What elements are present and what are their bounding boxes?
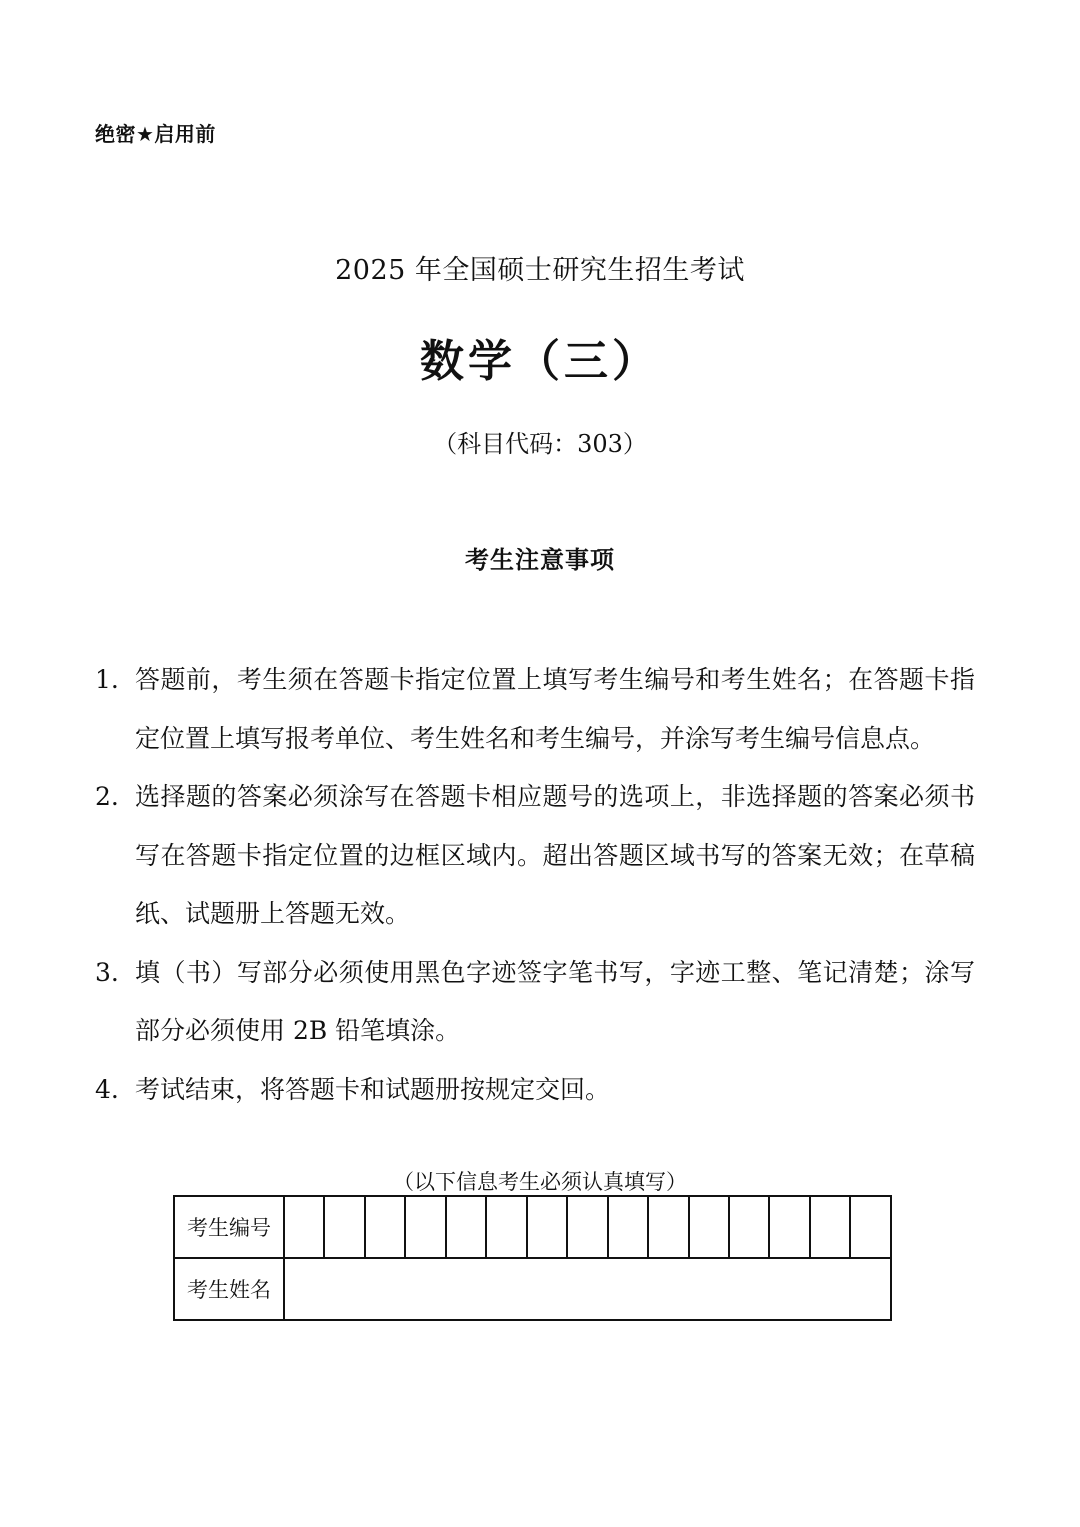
notice-text: 选择题的答案必须涂写在答题卡相应题号的选项上，非选择题的答案必须书写在答题卡指定位置的边框区域内。超出答题区域书写的答案无效；在草稿纸、试题册上答题无效。 <box>135 782 975 928</box>
exam-title: 2025 年全国硕士研究生招生考试 <box>335 255 745 286</box>
candidate-name-row <box>174 1258 891 1320</box>
fill-instruction: （以下信息考生必须认真填写） <box>393 1170 687 1194</box>
notice-item <box>95 1061 975 1120</box>
candidate-number-digit-box[interactable] <box>689 1196 729 1258</box>
notice-item <box>95 651 975 768</box>
notice-text: 答题前，考生须在答题卡指定位置上填写考生编号和考生姓名；在答题卡指定位置上填写报考单位、考生姓名和考生编号，并涂写考生编号信息点。 <box>135 665 975 753</box>
candidate-number-digit-box[interactable] <box>486 1196 526 1258</box>
candidate-number-digit-box[interactable] <box>648 1196 688 1258</box>
candidate-name-field[interactable] <box>284 1258 891 1320</box>
candidate-number-digit-box[interactable] <box>729 1196 769 1258</box>
candidate-info-table <box>173 1195 892 1321</box>
notice-heading: 考生注意事项 <box>465 546 615 574</box>
candidate-number-label: 考生编号 <box>174 1196 284 1258</box>
candidate-number-digit-box[interactable] <box>769 1196 809 1258</box>
candidate-number-digit-box[interactable] <box>365 1196 405 1258</box>
notice-text: 考试结束，将答题卡和试题册按规定交回。 <box>135 1074 611 1104</box>
notice-list <box>95 651 975 1119</box>
subject-code: （科目代码：303） <box>433 430 647 458</box>
notice-number: 3. <box>95 957 119 987</box>
candidate-number-digit-box[interactable] <box>446 1196 486 1258</box>
confidential-mark: 绝密★启用前 <box>95 122 216 146</box>
candidate-number-digit-box[interactable] <box>284 1196 324 1258</box>
candidate-number-digit-box[interactable] <box>405 1196 445 1258</box>
candidate-number-digit-box[interactable] <box>527 1196 567 1258</box>
candidate-number-row <box>174 1196 891 1258</box>
candidate-number-digit-box[interactable] <box>324 1196 364 1258</box>
candidate-number-digit-box[interactable] <box>608 1196 648 1258</box>
notice-text: 填（书）写部分必须使用黑色字迹签字笔书写，字迹工整、笔记清楚；涂写部分必须使用 2B 铅笔填涂。 <box>135 957 975 1045</box>
subject-title: 数学（三） <box>420 336 660 387</box>
notice-item <box>95 768 975 944</box>
notice-item <box>95 944 975 1061</box>
notice-number: 2. <box>95 782 119 811</box>
candidate-number-digit-box[interactable] <box>850 1196 891 1258</box>
candidate-name-label: 考生姓名 <box>174 1258 284 1320</box>
notice-number: 1. <box>95 665 119 694</box>
notice-number: 4. <box>95 1074 119 1104</box>
candidate-number-digit-box[interactable] <box>567 1196 607 1258</box>
candidate-number-digit-box[interactable] <box>810 1196 850 1258</box>
